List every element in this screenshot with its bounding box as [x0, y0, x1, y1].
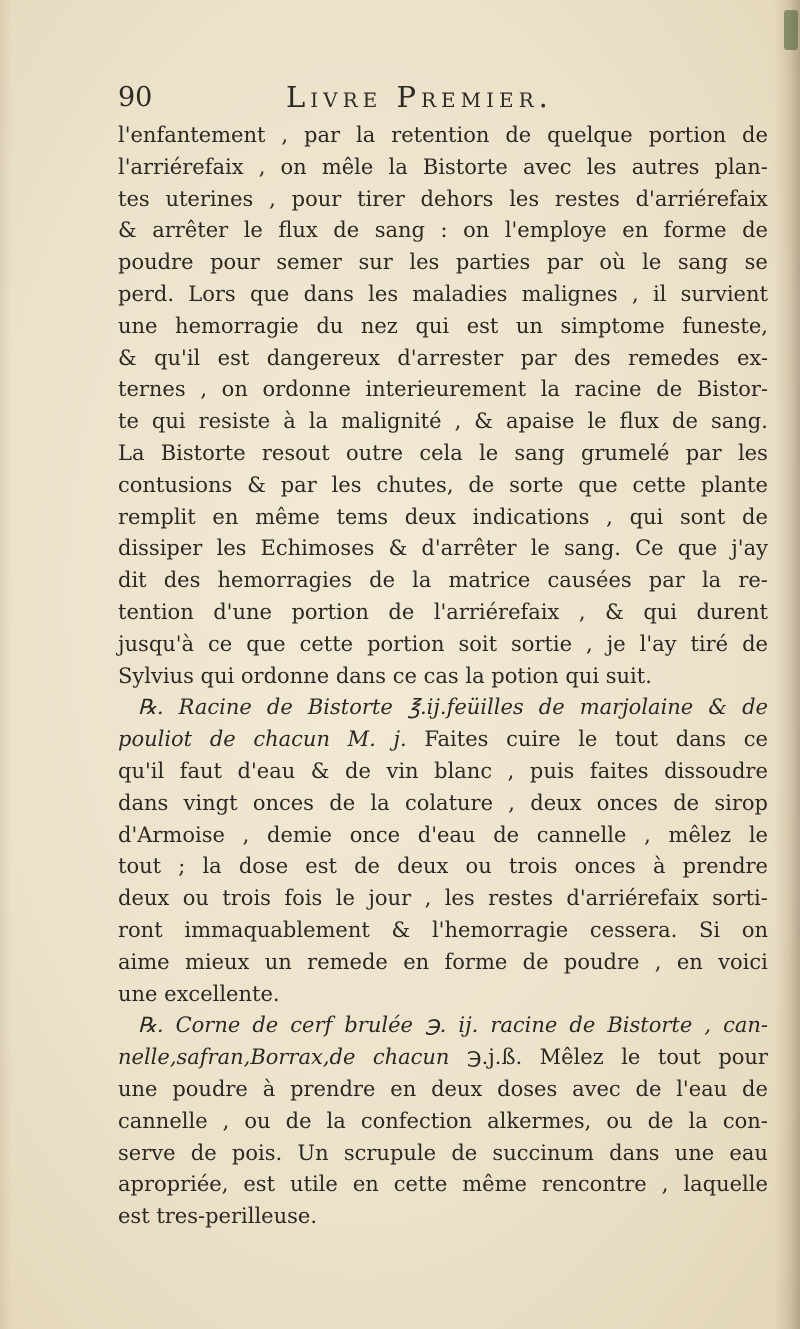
text-line: Sylvius qui ordonne dans ce cas la potion qui suit. — [118, 663, 652, 688]
page-header — [118, 78, 778, 122]
text-line: & arrêter le flux de sang : on l'employe en forme de — [118, 218, 768, 243]
text-line: dans vingt onces de la colature , deux onces de sirop — [118, 790, 768, 815]
text-line: nelle,safran,Borrax,de chacun ℈.j.ß. Mêlez le tout pour — [118, 1045, 768, 1070]
text-line: est tres-perilleuse. — [118, 1204, 317, 1229]
text-line: une hemorragie du nez qui est un simptome funeste, — [118, 313, 768, 338]
text-line: ℞. Corne de cerf brulée ℈. ij. racine de Bistorte , can- — [138, 1013, 768, 1038]
text-line: ternes , on ordonne interieurement la racine de Bistor- — [118, 377, 768, 402]
text-line: deux ou trois fois le jour , les restes d'arriérefaix sorti- — [118, 886, 768, 911]
text-line: contusions & par les chutes, de sorte que cette plante — [118, 472, 768, 497]
text-line: jusqu'à ce que cette portion soit sortie , je l'ay tiré de — [118, 631, 768, 656]
text-line: une excellente. — [118, 981, 280, 1006]
page-right-shadow — [774, 0, 800, 1329]
text-line: qu'il faut d'eau & de vin blanc , puis faites dissoudre — [118, 758, 768, 783]
text-line: perd. Lors que dans les maladies malignes , il survient — [118, 281, 768, 306]
corner-stain — [784, 10, 798, 50]
page-left-shadow — [0, 0, 12, 1329]
text-line: te qui resiste à la malignité , & apaise le flux de sang. — [118, 409, 768, 434]
text-line: ront immaquablement & l'hemorragie cessera. Si on — [118, 917, 768, 942]
text-line: ℞. Racine de Bistorte ℥.ij.feüilles de marjolaine & de — [138, 695, 768, 720]
text-line: serve de pois. Un scrupule de succinum dans une eau — [118, 1140, 768, 1165]
running-title: Livre Premier. — [286, 80, 553, 114]
text-line: tention d'une portion de l'arriérefaix , & qui durent — [118, 599, 768, 624]
text-line: & qu'il est dangereux d'arrester par des remedes ex- — [118, 345, 768, 370]
body-text — [118, 120, 768, 1233]
text-line: cannelle , ou de la confection alkermes, ou de la con- — [118, 1108, 768, 1133]
text-line: remplit en même tems deux indications , qui sont de — [118, 504, 768, 529]
text-line: dit des hemorragies de la matrice causées par la re- — [118, 568, 768, 593]
text-line: apropriée, est utile en cette même rencontre , laquelle — [118, 1172, 768, 1197]
text-line: d'Armoise , demie once d'eau de cannelle , mêlez le — [118, 822, 768, 847]
text-line: pouliot de chacun M. j. Faites cuire le tout dans ce — [118, 727, 768, 752]
text-line: l'enfantement , par la retention de quelque portion de — [118, 123, 768, 147]
text-line: dissiper les Echimoses & d'arrêter le sang. Ce que j'ay — [118, 536, 768, 561]
text-line: l'arriérefaix , on mêle la Bistorte avec les autres plan- — [118, 154, 768, 179]
text-line: poudre pour semer sur les parties par où le sang se — [118, 250, 768, 275]
text-line: aime mieux un remede en forme de poudre , en voici — [118, 949, 768, 974]
text-line: La Bistorte resout outre cela le sang grumelé par les — [118, 440, 768, 465]
text-line: tout ; la dose est de deux ou trois onces à prendre — [118, 854, 768, 879]
text-line: une poudre à prendre en deux doses avec de l'eau de — [118, 1076, 768, 1101]
page-number: 90 — [118, 82, 153, 113]
text-line: tes uterines , pour tirer dehors les restes d'arriérefaix — [118, 186, 768, 211]
